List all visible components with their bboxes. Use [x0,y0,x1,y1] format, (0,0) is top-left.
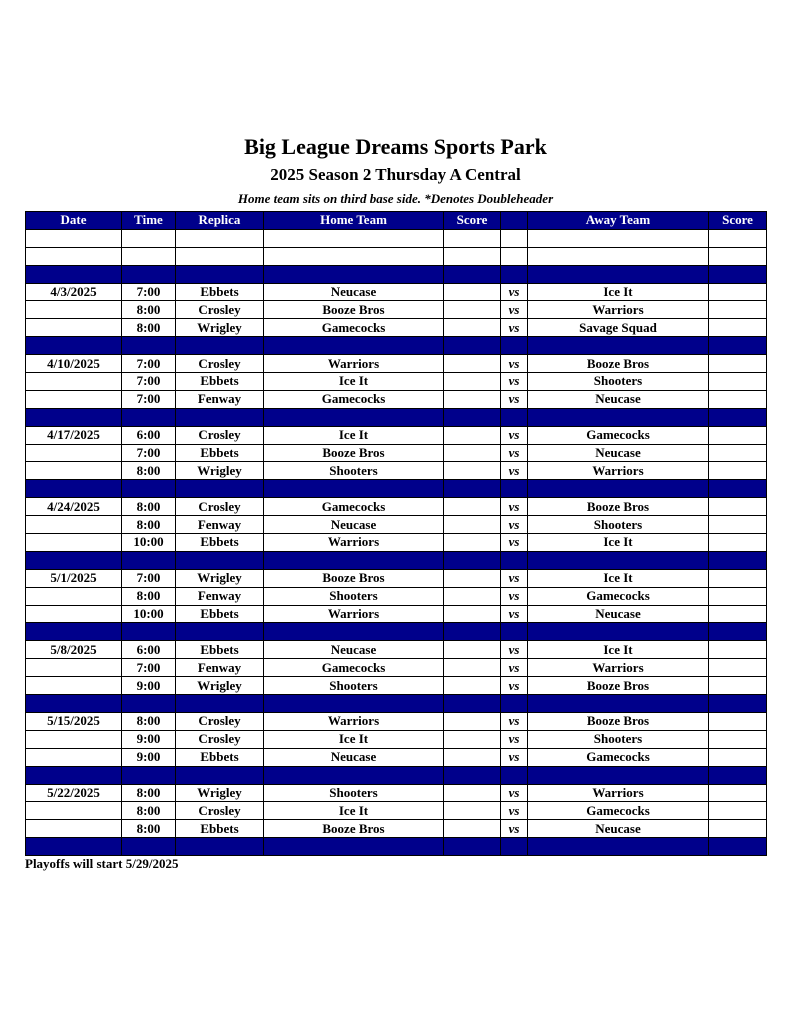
date-cell [26,677,122,695]
game-row [26,659,767,677]
away-team-cell: Warriors [528,301,709,319]
game-row [26,569,767,587]
home-score-cell [444,516,501,534]
time-cell: 8:00 [122,462,176,480]
vs-cell: vs [501,283,528,301]
home-team-cell: Gamecocks [264,659,444,677]
game-row [26,820,767,838]
game-row [26,748,767,766]
field-cell: Ebbets [176,534,264,552]
away-score-cell [709,355,767,373]
date-cell [26,534,122,552]
game-row [26,462,767,480]
home-score-cell [444,587,501,605]
column-header-date: Date [26,212,122,230]
away-team-cell: Ice It [528,641,709,659]
separator-band [26,766,767,784]
game-row [26,390,767,408]
vs-cell: vs [501,784,528,802]
away-score-cell [709,373,767,391]
field-cell: Crosley [176,426,264,444]
away-score-cell [709,301,767,319]
home-score-cell [444,641,501,659]
away-team-cell: Gamecocks [528,802,709,820]
date-cell [26,301,122,319]
home-score-cell [444,444,501,462]
game-row [26,301,767,319]
time-cell: 6:00 [122,641,176,659]
home-score-cell [444,373,501,391]
away-team-cell: Neucase [528,605,709,623]
home-score-cell [444,301,501,319]
date-cell: 5/22/2025 [26,784,122,802]
field-cell: Wrigley [176,677,264,695]
separator-band [26,408,767,426]
home-score-cell [444,677,501,695]
vs-cell: vs [501,498,528,516]
vs-cell: vs [501,534,528,552]
separator-band [26,480,767,498]
field-cell: Fenway [176,659,264,677]
vs-cell: vs [501,426,528,444]
field-cell: Wrigley [176,569,264,587]
away-score-cell [709,659,767,677]
home-team-cell: Warriors [264,534,444,552]
time-cell: 8:00 [122,712,176,730]
column-header-home-team: Home Team [264,212,444,230]
time-cell: 7:00 [122,283,176,301]
separator-band [26,551,767,569]
game-row [26,283,767,301]
time-cell: 7:00 [122,373,176,391]
away-score-cell [709,605,767,623]
time-cell: 8:00 [122,802,176,820]
home-team-cell: Booze Bros [264,820,444,838]
field-cell: Fenway [176,516,264,534]
page-note: Home team sits on third base side. *Denotes Doubleheader [237,191,554,206]
home-score-cell [444,712,501,730]
vs-cell: vs [501,569,528,587]
game-row [26,730,767,748]
away-team-cell: Savage Squad [528,319,709,337]
away-team-cell: Booze Bros [528,498,709,516]
vs-cell: vs [501,712,528,730]
away-score-cell [709,730,767,748]
date-cell [26,605,122,623]
home-score-cell [444,283,501,301]
away-score-cell [709,748,767,766]
date-cell: 4/3/2025 [26,283,122,301]
field-cell: Crosley [176,355,264,373]
home-team-cell: Booze Bros [264,301,444,319]
home-team-cell: Shooters [264,677,444,695]
time-cell: 8:00 [122,587,176,605]
away-score-cell [709,569,767,587]
home-score-cell [444,426,501,444]
away-score-cell [709,820,767,838]
home-team-cell: Ice It [264,730,444,748]
separator-band [26,623,767,641]
home-team-cell: Warriors [264,712,444,730]
game-row [26,373,767,391]
away-score-cell [709,390,767,408]
field-cell: Wrigley [176,319,264,337]
home-team-cell: Warriors [264,355,444,373]
home-score-cell [444,605,501,623]
time-cell: 7:00 [122,659,176,677]
vs-cell: vs [501,390,528,408]
time-cell: 7:00 [122,569,176,587]
away-score-cell [709,802,767,820]
away-team-cell: Warriors [528,784,709,802]
away-score-cell [709,444,767,462]
field-cell: Wrigley [176,462,264,480]
time-cell: 8:00 [122,301,176,319]
blank-row [26,229,767,247]
date-cell [26,659,122,677]
home-team-cell: Ice It [264,426,444,444]
away-team-cell: Ice It [528,534,709,552]
away-team-cell: Gamecocks [528,426,709,444]
date-cell [26,373,122,391]
field-cell: Ebbets [176,820,264,838]
field-cell: Crosley [176,730,264,748]
home-score-cell [444,820,501,838]
home-score-cell [444,390,501,408]
date-cell [26,462,122,480]
away-team-cell: Neucase [528,820,709,838]
time-cell: 7:00 [122,390,176,408]
vs-cell: vs [501,641,528,659]
vs-cell: vs [501,730,528,748]
date-cell: 4/17/2025 [26,426,122,444]
away-score-cell [709,534,767,552]
away-team-cell: Shooters [528,730,709,748]
vs-cell: vs [501,659,528,677]
away-team-cell: Booze Bros [528,677,709,695]
separator-band [26,265,767,283]
column-header-home-score: Score [444,212,501,230]
away-team-cell: Shooters [528,373,709,391]
home-team-cell: Warriors [264,605,444,623]
date-cell: 5/15/2025 [26,712,122,730]
vs-cell: vs [501,301,528,319]
field-cell: Ebbets [176,748,264,766]
time-cell: 8:00 [122,498,176,516]
game-row [26,319,767,337]
home-score-cell [444,534,501,552]
date-cell [26,319,122,337]
away-score-cell [709,641,767,659]
vs-cell: vs [501,820,528,838]
vs-cell: vs [501,462,528,480]
column-header-away-team: Away Team [528,212,709,230]
time-cell: 9:00 [122,730,176,748]
vs-cell: vs [501,319,528,337]
date-cell [26,748,122,766]
separator-band [26,838,767,856]
game-row [26,802,767,820]
away-team-cell: Warriors [528,462,709,480]
game-row [26,641,767,659]
field-cell: Crosley [176,301,264,319]
home-team-cell: Ice It [264,373,444,391]
home-team-cell: Neucase [264,516,444,534]
time-cell: 8:00 [122,784,176,802]
date-cell [26,587,122,605]
time-cell: 7:00 [122,444,176,462]
home-team-cell: Gamecocks [264,390,444,408]
schedule-body [26,229,767,855]
vs-cell: vs [501,444,528,462]
vs-cell: vs [501,802,528,820]
away-score-cell [709,677,767,695]
game-row [26,587,767,605]
home-score-cell [444,784,501,802]
game-row [26,677,767,695]
page-title: Big League Dreams Sports Park [244,134,547,159]
vs-cell: vs [501,516,528,534]
field-cell: Ebbets [176,641,264,659]
schedule-table [25,211,767,856]
field-cell: Crosley [176,712,264,730]
time-cell: 9:00 [122,677,176,695]
home-team-cell: Shooters [264,784,444,802]
date-cell: 5/1/2025 [26,569,122,587]
away-team-cell: Neucase [528,390,709,408]
away-team-cell: Ice It [528,569,709,587]
home-score-cell [444,748,501,766]
game-row [26,712,767,730]
home-score-cell [444,659,501,677]
home-team-cell: Booze Bros [264,569,444,587]
field-cell: Ebbets [176,283,264,301]
away-team-cell: Neucase [528,444,709,462]
away-team-cell: Warriors [528,659,709,677]
away-team-cell: Ice It [528,283,709,301]
away-score-cell [709,283,767,301]
away-team-cell: Booze Bros [528,355,709,373]
field-cell: Wrigley [176,784,264,802]
game-row [26,355,767,373]
home-score-cell [444,569,501,587]
date-cell [26,390,122,408]
date-cell [26,820,122,838]
column-header-time: Time [122,212,176,230]
time-cell: 9:00 [122,748,176,766]
away-team-cell: Shooters [528,516,709,534]
field-cell: Fenway [176,587,264,605]
field-cell: Ebbets [176,373,264,391]
game-row [26,534,767,552]
home-score-cell [444,462,501,480]
away-score-cell [709,498,767,516]
vs-cell: vs [501,373,528,391]
date-cell [26,516,122,534]
game-row [26,498,767,516]
home-score-cell [444,802,501,820]
home-team-cell: Shooters [264,462,444,480]
field-cell: Ebbets [176,444,264,462]
field-cell: Crosley [176,498,264,516]
date-cell: 4/24/2025 [26,498,122,516]
time-cell: 7:00 [122,355,176,373]
column-header-vs [501,212,528,230]
game-row [26,784,767,802]
home-team-cell: Neucase [264,748,444,766]
time-cell: 8:00 [122,319,176,337]
away-score-cell [709,462,767,480]
away-score-cell [709,426,767,444]
date-cell [26,444,122,462]
home-team-cell: Shooters [264,587,444,605]
home-team-cell: Ice It [264,802,444,820]
time-cell: 8:00 [122,516,176,534]
date-cell: 4/10/2025 [26,355,122,373]
field-cell: Ebbets [176,605,264,623]
game-row [26,605,767,623]
game-row [26,516,767,534]
time-cell: 10:00 [122,605,176,623]
home-score-cell [444,319,501,337]
date-cell: 5/8/2025 [26,641,122,659]
vs-cell: vs [501,605,528,623]
home-score-cell [444,355,501,373]
field-cell: Fenway [176,390,264,408]
separator-band [26,695,767,713]
time-cell: 10:00 [122,534,176,552]
time-cell: 8:00 [122,820,176,838]
away-score-cell [709,319,767,337]
away-score-cell [709,516,767,534]
column-header-away-score: Score [709,212,767,230]
field-cell: Crosley [176,802,264,820]
home-team-cell: Neucase [264,641,444,659]
separator-band [26,337,767,355]
column-header-replica: Replica [176,212,264,230]
playoffs-note: Playoffs will start 5/29/2025 [25,856,179,871]
header-row [26,212,767,230]
home-team-cell: Neucase [264,283,444,301]
page-subtitle: 2025 Season 2 Thursday A Central [270,165,521,184]
home-team-cell: Gamecocks [264,319,444,337]
date-cell [26,730,122,748]
home-score-cell [444,498,501,516]
home-team-cell: Gamecocks [264,498,444,516]
vs-cell: vs [501,748,528,766]
home-team-cell: Booze Bros [264,444,444,462]
away-team-cell: Booze Bros [528,712,709,730]
date-cell [26,802,122,820]
vs-cell: vs [501,677,528,695]
game-row [26,426,767,444]
away-score-cell [709,587,767,605]
vs-cell: vs [501,355,528,373]
vs-cell: vs [501,587,528,605]
away-team-cell: Gamecocks [528,587,709,605]
time-cell: 6:00 [122,426,176,444]
away-score-cell [709,784,767,802]
game-row [26,444,767,462]
away-score-cell [709,712,767,730]
blank-row [26,247,767,265]
away-team-cell: Gamecocks [528,748,709,766]
home-score-cell [444,730,501,748]
